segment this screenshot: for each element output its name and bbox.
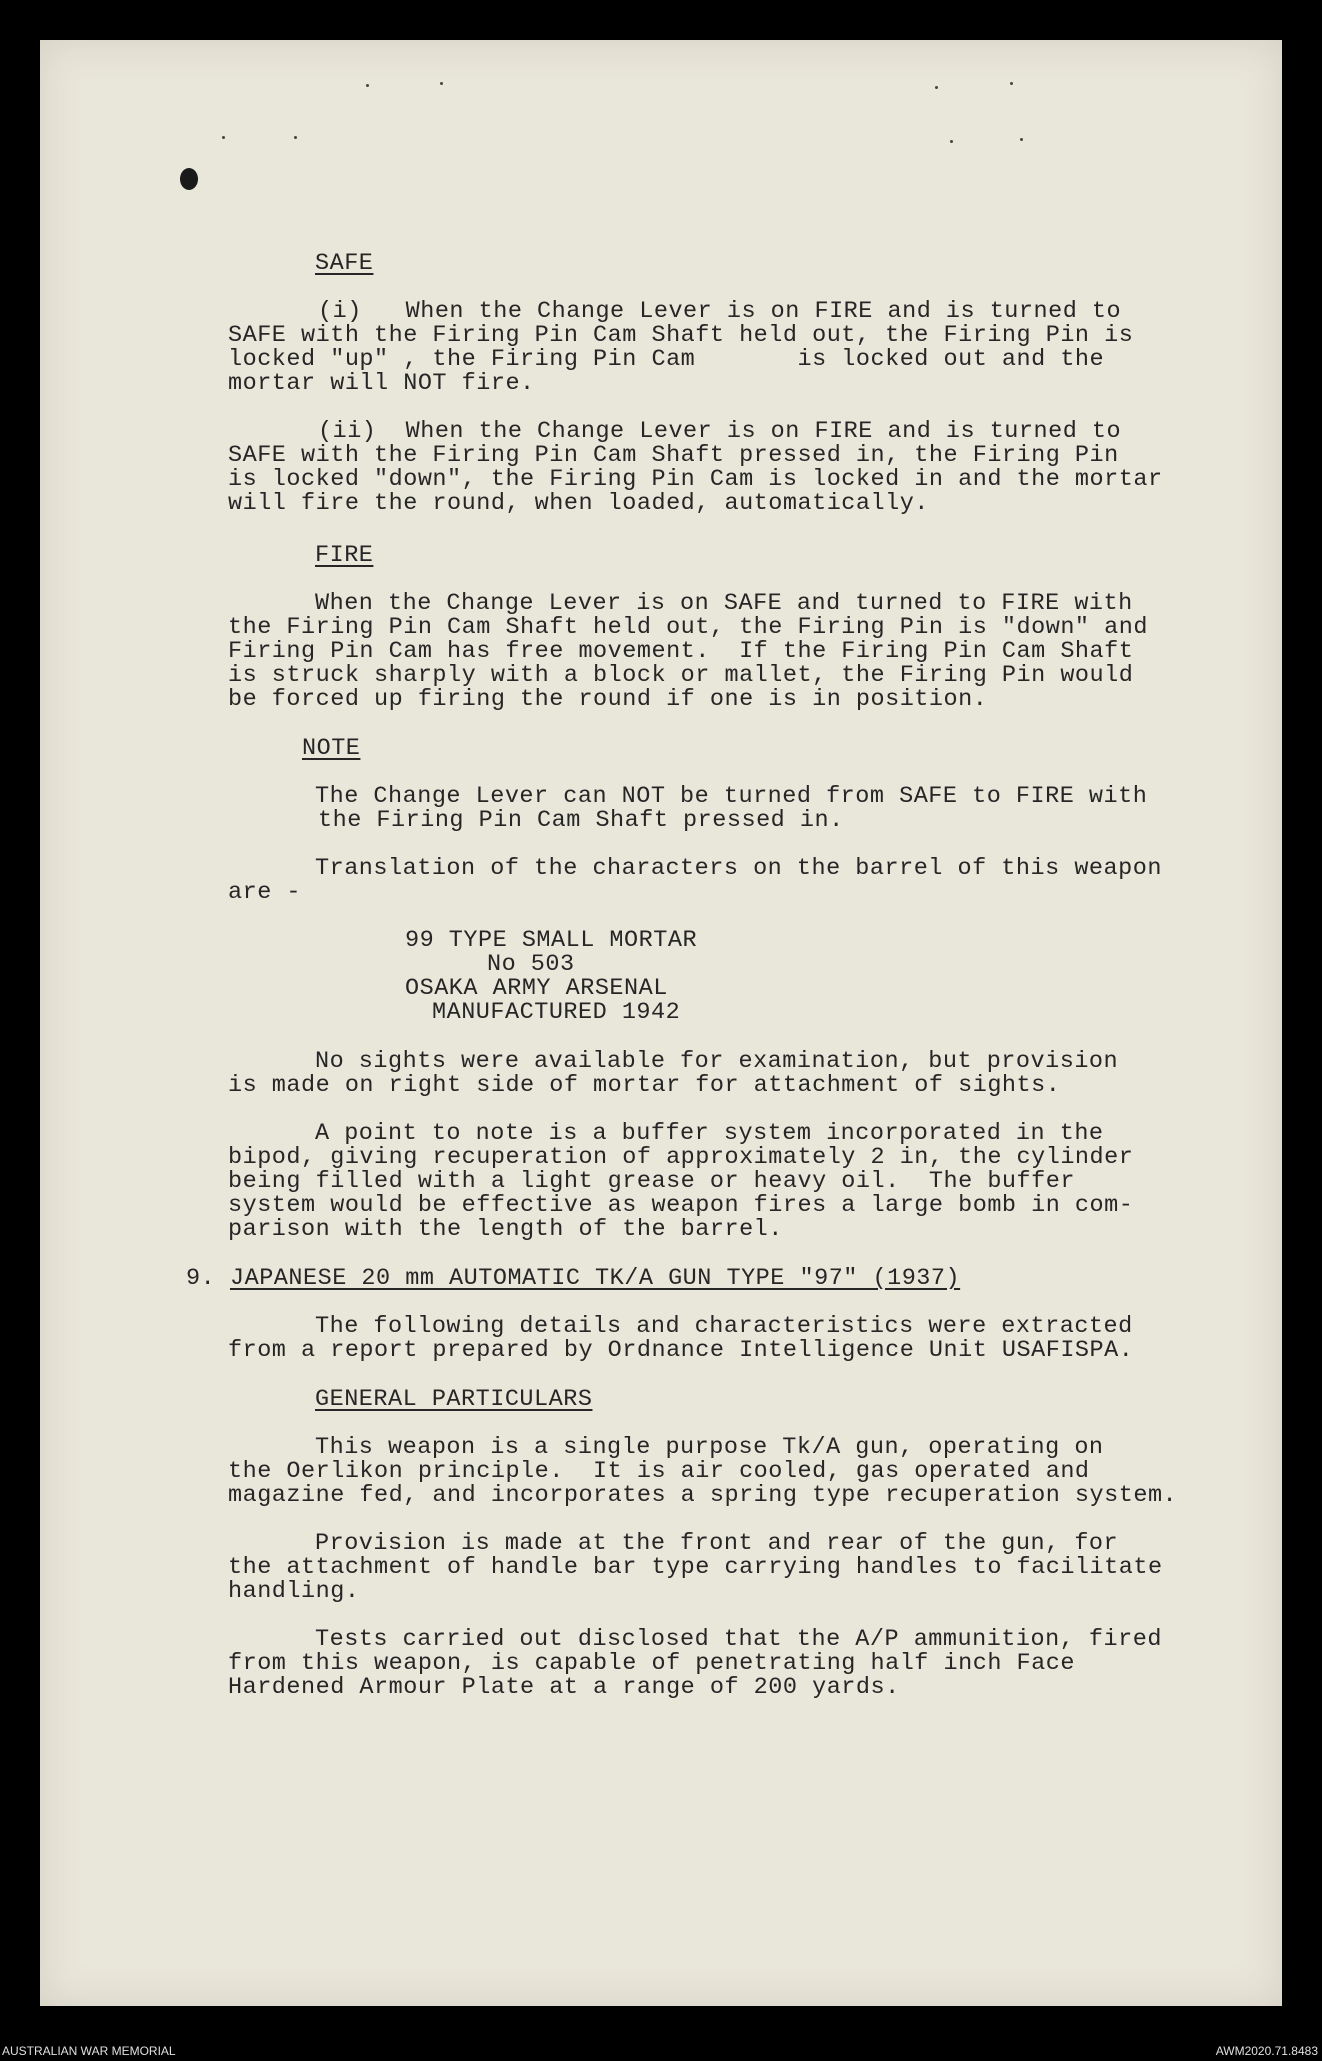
safe-p2-line: (ii) When the Change Lever is on FIRE and is turned to [318,418,1122,445]
speck [1020,138,1023,141]
buffer-line: bipod, giving recuperation of approximately 2 in, the cylinder [228,1144,1134,1171]
buffer-line: A point to note is a buffer system incorporated in the [315,1120,1104,1147]
fire-heading: FIRE [315,542,374,569]
fire-p1-line: be forced up firing the round if one is in position. [228,686,988,713]
fire-p1-line: the Firing Pin Cam Shaft held out, the Firing Pin is "down" and [228,614,1148,641]
safe-p1-line: locked "up" , the Firing Pin Cam is locked out and the [228,346,1105,373]
note-p2-line: are - [228,879,302,906]
safe-p2-line: is locked "down", the Firing Pin Cam is locked in and the mortar [228,466,1163,493]
inscription-line: MANUFACTURED 1942 [432,999,681,1026]
particulars-p2-line: handling. [228,1578,360,1605]
speck [1010,82,1013,85]
speck [440,82,443,85]
intro-line: from a report prepared by Ordnance Intelligence Unit USAFISPA. [228,1337,1134,1364]
inscription-line: No 503 [487,951,575,978]
note-p1-line: the Firing Pin Cam Shaft pressed in. [318,807,844,834]
punch-hole [180,168,198,190]
inscription-line: OSAKA ARMY ARSENAL [405,975,668,1002]
safe-heading: SAFE [315,250,374,277]
speck [950,140,953,143]
particulars-p3-line: from this weapon, is capable of penetrating half inch Face [228,1650,1075,1677]
inscription-line: 99 TYPE SMALL MORTAR [405,927,698,954]
buffer-line: being filled with a light grease or heavy oil. The buffer [228,1168,1075,1195]
particulars-p3-line: Tests carried out disclosed that the A/P ammunition, fired [315,1626,1162,1653]
particulars-p1-line: the Oerlikon principle. It is air cooled, gas operated and [228,1458,1090,1485]
note-p1-line: The Change Lever can NOT be turned from SAFE to FIRE with [315,783,1148,810]
sights-line: No sights were available for examination, but provision [315,1048,1119,1075]
section-heading: JAPANESE 20 mm AUTOMATIC TK/A GUN TYPE "97" (1937) [230,1265,961,1292]
fire-p1-line: is struck sharply with a block or mallet, the Firing Pin would [228,662,1134,689]
particulars-p3-line: Hardened Armour Plate at a range of 200 yards. [228,1674,900,1701]
particulars-p2-line: Provision is made at the front and rear of the gun, for [315,1530,1119,1557]
speck [935,86,938,89]
safe-p1-line: mortar will NOT fire. [228,370,535,397]
intro-line: The following details and characteristics were extracted [315,1313,1133,1340]
safe-p1-line: (i) When the Change Lever is on FIRE and is turned to [318,298,1122,325]
catalogue-number: AWM2020.71.8483 [1215,2044,1318,2058]
speck [222,136,225,139]
particulars-p2-line: the attachment of handle bar type carrying handles to facilitate [228,1554,1163,1581]
particulars-p1-line: magazine fed, and incorporates a spring type recuperation system. [228,1482,1178,1509]
safe-p2-line: SAFE with the Firing Pin Cam Shaft pressed in, the Firing Pin [228,442,1119,469]
particulars-p1-line: This weapon is a single purpose Tk/A gun, operating on [315,1434,1104,1461]
buffer-line: parison with the length of the barrel. [228,1216,783,1243]
speck [294,136,297,139]
speck [366,84,369,87]
note-heading: NOTE [302,735,361,762]
buffer-line: system would be effective as weapon fires a large bomb in com- [228,1192,1134,1219]
archive-caption: AUSTRALIAN WAR MEMORIAL [2,2044,176,2058]
safe-p2-line: will fire the round, when loaded, automatically. [228,490,929,517]
fire-p1-line: When the Change Lever is on SAFE and turned to FIRE with [315,590,1133,617]
fire-p1-line: Firing Pin Cam has free movement. If the Firing Pin Cam Shaft [228,638,1134,665]
sights-line: is made on right side of mortar for attachment of sights. [228,1072,1061,1099]
note-p2-line: Translation of the characters on the barrel of this weapon [315,855,1162,882]
safe-p1-line: SAFE with the Firing Pin Cam Shaft held out, the Firing Pin is [228,322,1134,349]
section-number: 9. [186,1265,216,1292]
general-particulars-heading: GENERAL PARTICULARS [315,1386,593,1413]
